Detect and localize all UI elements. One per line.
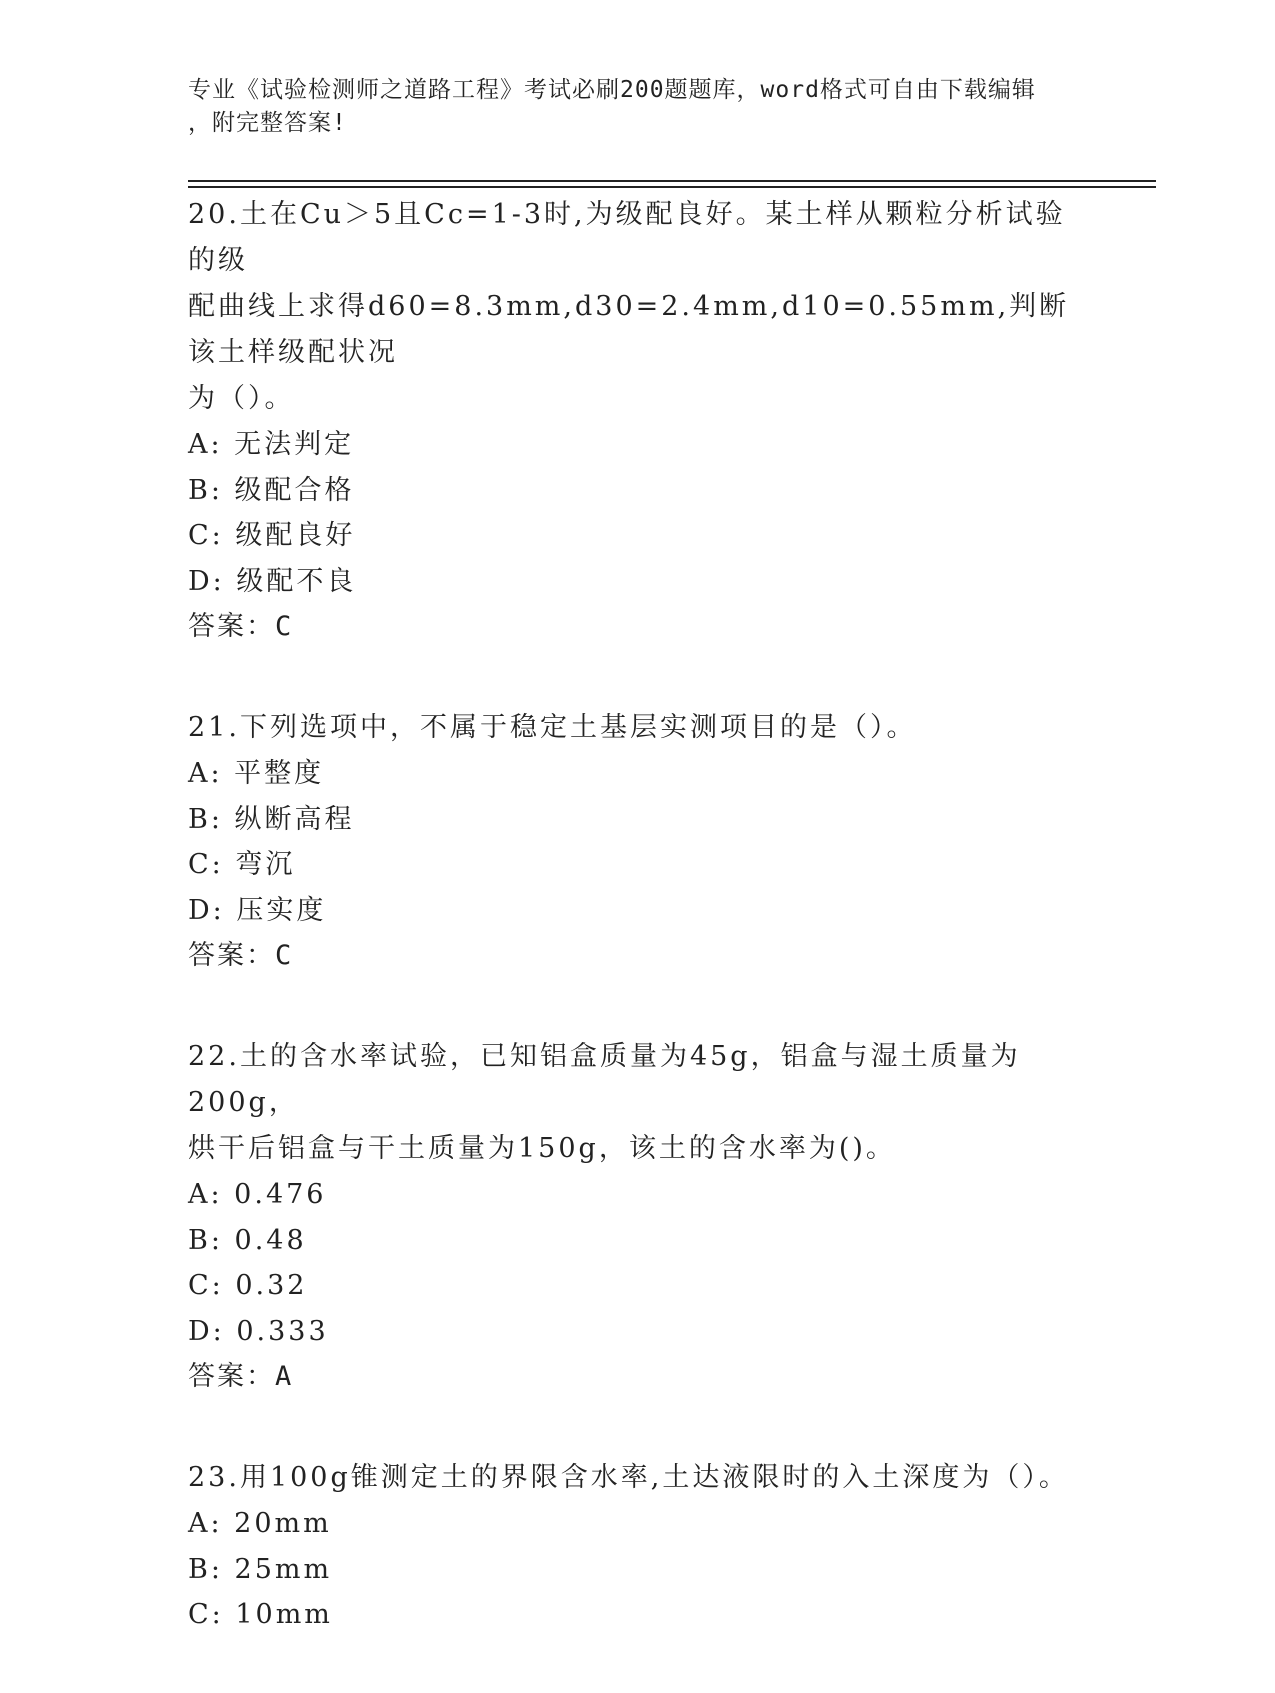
question-list xyxy=(188,192,1088,1693)
option-a: A: 0.476 xyxy=(188,1179,327,1210)
question-block xyxy=(188,705,1088,979)
option-a: A: 20mm xyxy=(188,1508,332,1539)
question-stem-line: 21.下列选项中，不属于稳定土基层实测项目的是（）。 xyxy=(188,712,917,743)
option-c: C: 级配良好 xyxy=(188,520,356,551)
answer-line xyxy=(188,604,1088,650)
question-stem-line: 20.土在Cu＞5且Cc=1-3时,为级配良好。某土样从颗粒分析试验的级 xyxy=(188,199,1066,276)
question-stem-line: 烘干后铝盒与干土质量为150g，该土的含水率为()。 xyxy=(188,1133,896,1164)
answer-value: C xyxy=(275,611,294,642)
option-d: D: 级配不良 xyxy=(188,565,357,597)
header-title-line: 专业《试验检测师之道路工程》考试必刷200题题库，word格式可自由下载编辑 xyxy=(188,77,1036,103)
answer-value: A xyxy=(275,1361,294,1392)
option-a: A: 平整度 xyxy=(188,758,325,789)
option-b: B: 级配合格 xyxy=(188,474,355,506)
answer-label: 答案： xyxy=(188,1361,275,1392)
option-b: B: 0.48 xyxy=(188,1224,307,1256)
answer-line xyxy=(188,1354,1088,1400)
answer-label: 答案： xyxy=(188,940,275,971)
option-c: C: 0.32 xyxy=(188,1270,308,1301)
question-block xyxy=(188,1034,1088,1400)
option-d: D: 0.333 xyxy=(188,1315,329,1347)
option-b: B: 纵断高程 xyxy=(188,803,355,835)
document-header xyxy=(188,74,1088,140)
option-c: C: 10mm xyxy=(188,1599,333,1630)
option-c: C: 弯沉 xyxy=(188,849,296,880)
answer-label: 答案： xyxy=(188,611,275,642)
answer-line xyxy=(188,933,1088,979)
option-a: A: 无法判定 xyxy=(188,429,355,460)
question-stem-line: 22.土的含水率试验，已知铝盒质量为45g，铝盒与湿土质量为200g， xyxy=(188,1041,1021,1118)
header-divider-top xyxy=(188,180,1156,182)
option-d: D: 压实度 xyxy=(188,894,327,926)
question-stem-line: 为（）。 xyxy=(188,383,295,414)
question-block xyxy=(188,1455,1088,1638)
question-stem-line: 23.用100g锥测定土的界限含水率,土达液限时的入土深度为（）。 xyxy=(188,1462,1069,1493)
header-title-line-continued: ，附完整答案! xyxy=(188,110,347,136)
question-block xyxy=(188,192,1088,650)
option-b: B: 25mm xyxy=(188,1553,333,1585)
question-stem-line: 配曲线上求得d60=8.3mm,d30=2.4mm,d10=0.55mm,判断该土样级配状况 xyxy=(188,291,1070,368)
answer-value: C xyxy=(275,940,294,971)
header-divider-bottom xyxy=(188,186,1156,188)
